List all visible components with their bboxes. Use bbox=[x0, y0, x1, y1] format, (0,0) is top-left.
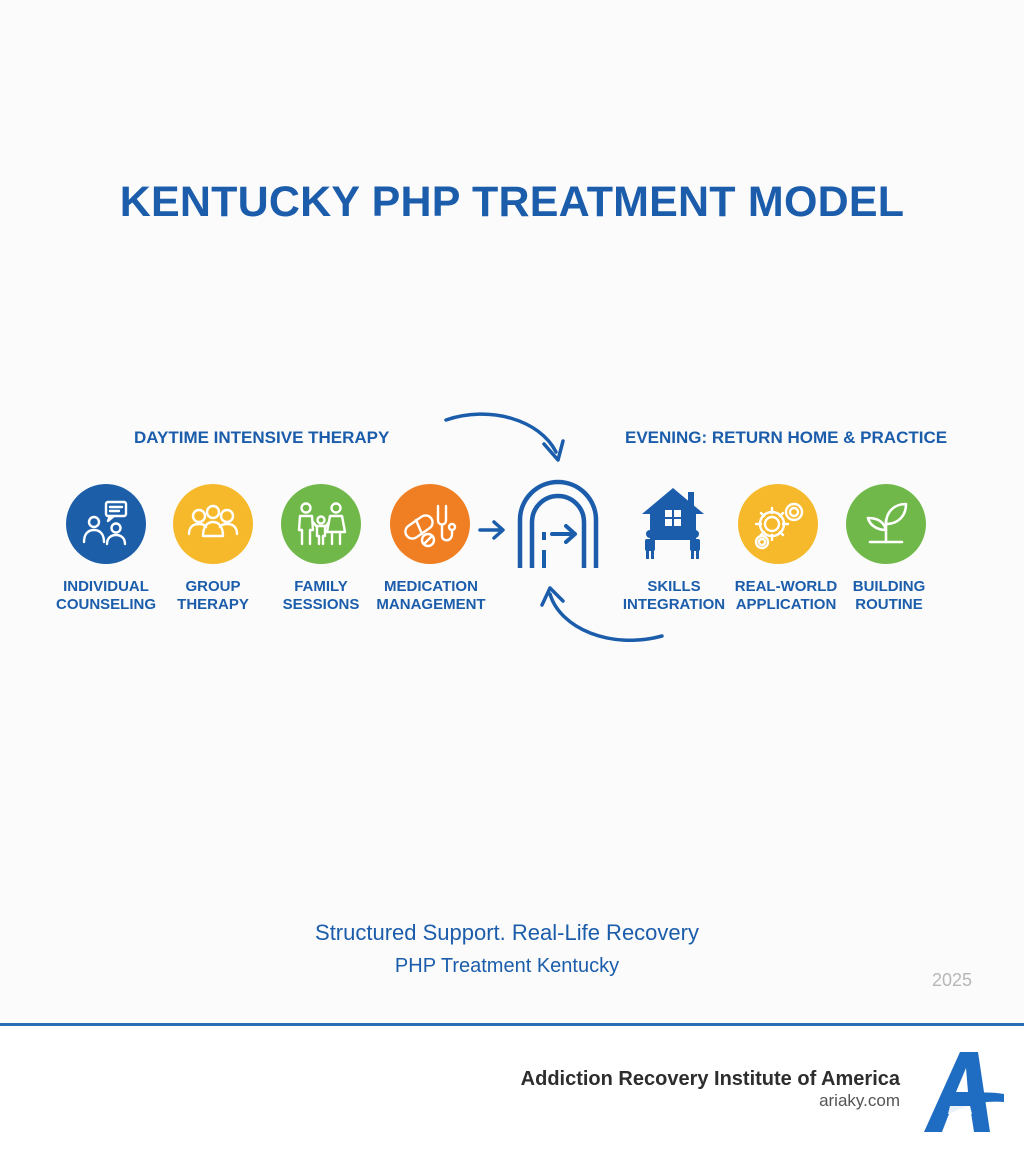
counseling-icon bbox=[66, 484, 146, 564]
family-icon bbox=[281, 484, 361, 564]
arch-doorway-icon bbox=[514, 476, 602, 575]
medication-icon bbox=[390, 484, 470, 564]
right-section-heading: EVENING: RETURN HOME & PRACTICE bbox=[625, 428, 948, 447]
tagline: Structured Support. Real-Life Recovery bbox=[315, 920, 699, 945]
left-section-heading: DAYTIME INTENSIVE THERAPY bbox=[134, 428, 390, 447]
label-real-world-application: REAL-WORLD APPLICATION bbox=[734, 578, 838, 613]
label-building-routine: BUILDING ROUTINE bbox=[852, 578, 926, 613]
label-individual-counseling: INDIVIDUAL COUNSELING bbox=[55, 578, 156, 613]
label-medication-management: MEDICATION MANAGEMENT bbox=[376, 578, 486, 613]
label-skills-integration: SKILLS INTEGRATION bbox=[622, 578, 726, 613]
aria-logo-icon bbox=[920, 1050, 1006, 1139]
page-title: KENTUCKY PHP TREATMENT MODEL bbox=[119, 178, 905, 226]
year-label: 2025 bbox=[932, 970, 973, 990]
label-family-sessions: FAMILY SESSIONS bbox=[282, 578, 360, 613]
sprout-icon bbox=[846, 484, 926, 564]
gears-icon bbox=[738, 484, 818, 564]
group-icon bbox=[173, 484, 253, 564]
org-name: Addiction Recovery Institute of America bbox=[520, 1068, 900, 1090]
label-group-therapy: GROUP THERAPY bbox=[177, 578, 249, 613]
website-link[interactable]: ariaky.com bbox=[819, 1091, 900, 1110]
house-family-icon bbox=[638, 484, 708, 565]
subtagline: PHP Treatment Kentucky bbox=[394, 955, 620, 977]
